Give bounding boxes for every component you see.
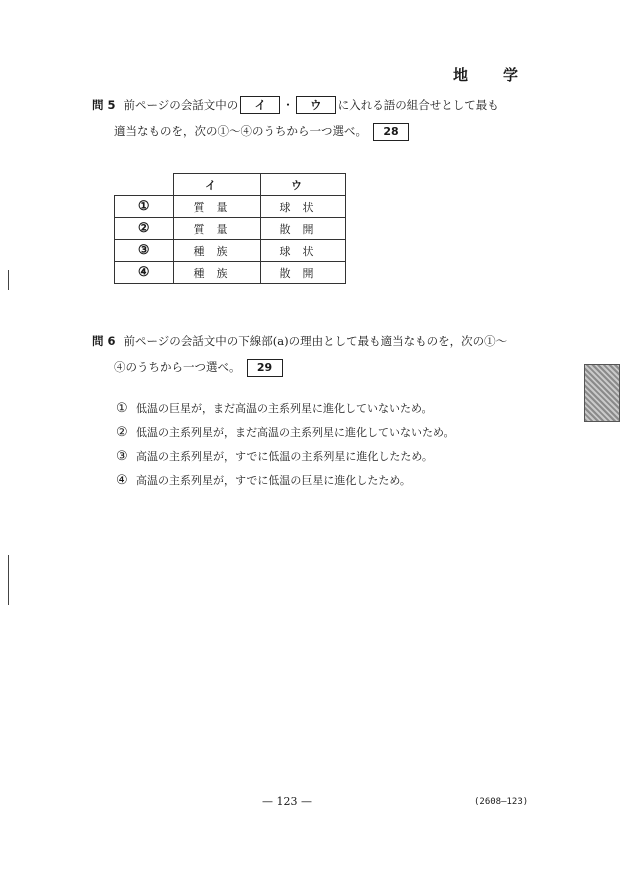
question-5-line-2 xyxy=(92,118,499,144)
question-6-text-b: ④のうちから一つ選べ。 xyxy=(114,360,241,374)
question-6 xyxy=(92,328,507,380)
row-value-i: 質量 xyxy=(173,196,260,218)
answer-box-29[interactable]: 29 xyxy=(247,359,283,377)
question-6-line-2 xyxy=(92,354,507,380)
row-value-i: 種族 xyxy=(173,240,260,262)
option-number: ④ xyxy=(116,473,128,488)
question-5-text-c: 適当なものを，次の①～④のうちから一つ選べ。 xyxy=(114,124,367,138)
option-text: 高温の主系列星が，すでに低温の巨星に進化したため。 xyxy=(136,474,411,487)
row-number: ③ xyxy=(115,240,174,262)
table-header-row xyxy=(115,174,346,196)
question-6-text-a: 前ページの会話文中の下線部(a)の理由として最も適当なものを，次の①～ xyxy=(123,334,508,348)
option-text: 低温の巨星が，まだ高温の主系列星に進化していないため。 xyxy=(136,402,433,415)
table-row[interactable] xyxy=(115,218,346,240)
table-row[interactable] xyxy=(115,240,346,262)
row-number: ① xyxy=(115,196,174,218)
margin-scan-line xyxy=(8,270,9,290)
margin-scan-line xyxy=(8,555,9,605)
row-number: ② xyxy=(115,218,174,240)
row-value-i: 種族 xyxy=(173,262,260,284)
option-2[interactable] xyxy=(116,424,455,442)
subject-heading: 地 学 xyxy=(452,66,528,84)
answer-box-28[interactable]: 28 xyxy=(373,123,409,141)
option-number: ③ xyxy=(116,449,128,464)
question-5-text-a: 前ページの会話文中の xyxy=(123,98,239,112)
option-1[interactable] xyxy=(116,400,433,418)
page-code: (2608—123) xyxy=(474,797,529,807)
table-header-u: ウ xyxy=(260,174,345,196)
table-corner xyxy=(115,174,174,196)
row-value-u: 散開 xyxy=(260,262,345,284)
choice-table xyxy=(114,173,346,284)
row-value-i: 質量 xyxy=(173,218,260,240)
blank-separator: ・ xyxy=(282,98,294,112)
question-5-line-1 xyxy=(92,92,499,118)
table-header-i: イ xyxy=(173,174,260,196)
row-number: ④ xyxy=(115,262,174,284)
blank-u: ウ xyxy=(296,96,336,114)
option-number: ① xyxy=(116,401,128,416)
table-row[interactable] xyxy=(115,196,346,218)
question-5 xyxy=(92,92,499,144)
table-row[interactable] xyxy=(115,262,346,284)
row-value-u: 散開 xyxy=(260,218,345,240)
row-value-u: 球状 xyxy=(260,240,345,262)
option-4[interactable] xyxy=(116,472,411,490)
option-text: 低温の主系列星が，まだ高温の主系列星に進化していないため。 xyxy=(136,426,455,439)
question-6-line-1 xyxy=(92,328,507,354)
blank-i: イ xyxy=(240,96,280,114)
page-number: — 123 — xyxy=(262,795,312,808)
question-5-text-b: に入れる語の組合せとして最も xyxy=(337,98,499,112)
option-number: ② xyxy=(116,425,128,440)
option-text: 高温の主系列星が，すでに低温の主系列星に進化したため。 xyxy=(136,450,433,463)
index-tab-mark xyxy=(584,364,620,422)
row-value-u: 球状 xyxy=(260,196,345,218)
question-5-label: 問 5 xyxy=(92,98,116,112)
option-3[interactable] xyxy=(116,448,433,466)
question-6-label: 問 6 xyxy=(92,334,116,348)
